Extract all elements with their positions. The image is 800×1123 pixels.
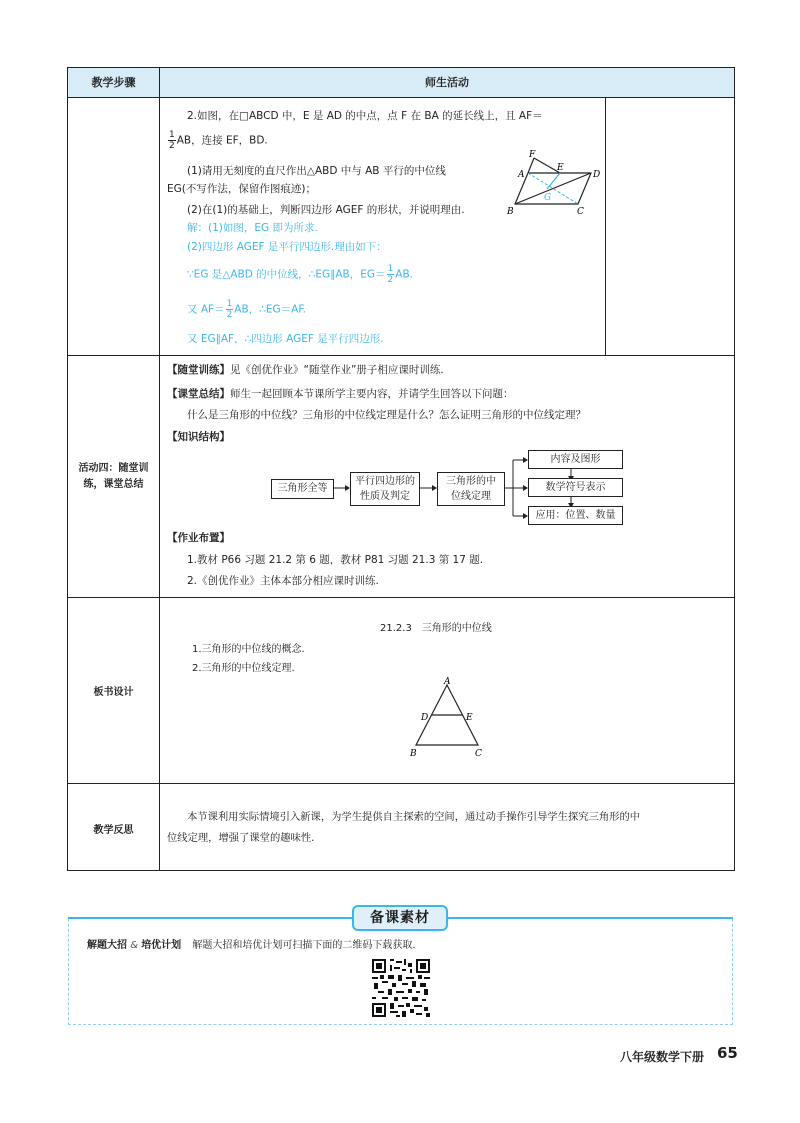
footer-label1: 解题大招 [87, 940, 127, 951]
knowledge-box-triangle-congruence: 三角形全等 [271, 479, 334, 499]
header-activities: 师生活动 [425, 76, 469, 89]
kbox2-line2: 性质及判定 [360, 491, 410, 502]
solution-3-tail: AB. [395, 268, 413, 281]
table-border-right [734, 67, 735, 871]
kbox3-line1: 三角形的中 [446, 476, 496, 487]
frac-numerator: 1 [387, 264, 394, 274]
frac-numerator: 1 [226, 299, 233, 309]
tri-label-d: D [421, 713, 429, 723]
label-b: B [507, 207, 514, 217]
homework-2: 2.《创优作业》主体本部分相应课时训练. [187, 575, 379, 587]
tri-label-c: C [475, 749, 482, 759]
frac-denominator: 2 [387, 275, 394, 285]
solution-1: 解：(1)如图，EG 即为所求. [187, 222, 318, 234]
table-row-divider [67, 355, 735, 356]
parallelogram-figure [505, 148, 605, 220]
header-teaching-steps: 教学步骤 [91, 76, 136, 89]
problem-line2-text: AB，连接 EF，BD. [176, 134, 268, 147]
table-row-divider [67, 597, 735, 598]
solution-3 [187, 264, 413, 285]
solution-4-text: 又 AF＝ [187, 303, 225, 316]
step-reflection: 教学反思 [93, 825, 134, 836]
label-d: D [593, 170, 601, 180]
train-line [167, 363, 444, 377]
footer-text: 解题大招和培优计划可扫描下面的二维码下载获取. [192, 940, 416, 951]
step-activity4-line1: 活动四：随堂训 [78, 463, 149, 474]
table-border-bottom [67, 870, 735, 871]
table-column-divider [159, 67, 160, 871]
footer-line [87, 939, 416, 953]
label-f: F [529, 150, 536, 160]
train-text: 见《创优作业》“随堂作业”册子相应课时训练. [230, 364, 444, 376]
frac-denominator: 2 [226, 310, 233, 320]
step-activity4-line2: 练，课堂总结 [83, 479, 144, 490]
summary-tag: 【课堂总结】 [167, 388, 230, 400]
problem-line2 [167, 130, 268, 151]
board-title: 21.2.3 三角形的中位线 [380, 623, 492, 634]
label-g: G [544, 193, 552, 203]
reflection-line1: 本节课利用实际情境引入新课，为学生提供自主探索的空间，通过动手操作引导学生探究三角形的中 [187, 811, 641, 823]
frac-denominator: 2 [169, 141, 175, 151]
page-number: 65 [717, 1044, 738, 1062]
table-row-divider [67, 783, 735, 784]
board-item1: 1.三角形的中位线的概念. [192, 644, 305, 655]
book-title: 八年级数学下册 [620, 1050, 705, 1064]
train-tag: 【随堂训练】 [167, 364, 230, 376]
label-a: A [518, 170, 525, 180]
reflection-line2: 位线定理，增强了课堂的趣味性. [167, 832, 315, 844]
problem-line1: 2.如图，在□ABCD 中，E 是 AD 的中点，点 F 在 BA 的延长线上，且 AF＝ [187, 110, 543, 122]
solution-3-text: ∵EG 是△ABD 的中位线，∴EG∥AB，EG＝ [187, 268, 386, 281]
board-item2: 2.三角形的中位线定理. [192, 663, 295, 674]
table-header-divider [67, 97, 735, 98]
kbox2-line1: 平行四边形的 [355, 476, 415, 487]
knowledge-box-application: 应用：位置、数量 [528, 506, 623, 525]
solution-5: 又 EG∥AF，∴四边形 AGEF 是平行四边形. [187, 333, 384, 345]
knowledge-box-midline-theorem [437, 472, 505, 506]
qr-code-icon[interactable] [372, 959, 430, 1017]
problem-cell-divider [605, 97, 606, 355]
question1-line-a: (1)请用无刻度的直尺作出△ABD 中与 AB 平行的中位线 [187, 165, 446, 177]
tri-label-e: E [466, 713, 473, 723]
footer-label2: 培优计划 [141, 940, 182, 951]
question1-line-b: EG(不写作法，保留作图痕迹)； [167, 183, 316, 195]
knowledge-box-parallelogram [350, 472, 420, 506]
solution-4-tail: AB，∴EG＝AF. [234, 303, 307, 316]
solution-2: (2)四边形 AGEF 是平行四边形.理由如下： [187, 241, 387, 253]
step-board-design: 板书设计 [93, 687, 134, 698]
triangle-figure [405, 673, 490, 761]
segment-af [528, 158, 534, 173]
footer-amp: & [130, 940, 138, 951]
solution-4 [187, 299, 306, 320]
label-e: E [557, 163, 564, 173]
tri-label-a: A [444, 677, 451, 687]
summary-text: 师生一起回顾本节课所学主要内容，并请学生回答以下问题： [230, 388, 514, 400]
homework-tag: 【作业布置】 [167, 532, 230, 544]
homework-1: 1.教材 P66 习题 21.2 第 6 题，教材 P81 习题 21.3 第 17 题. [187, 554, 484, 566]
frac-numerator: 1 [169, 130, 175, 140]
step-activity4 [68, 461, 159, 493]
knowledge-box-math-symbols: 数学符号表示 [528, 478, 623, 497]
label-c: C [577, 207, 584, 217]
knowledge-box-content-figure: 内容及图形 [528, 450, 623, 469]
knowledge-tag: 【知识结构】 [167, 431, 230, 443]
question2: (2)在(1)的基础上，判断四边形 AGEF 的形状，并说明理由. [187, 204, 465, 216]
summary-line [167, 387, 514, 401]
banner-title: 备课素材 [370, 910, 430, 926]
summary-question: 什么是三角形的中位线？三角形的中位线定理是什么？怎么证明三角形的中位线定理？ [187, 409, 586, 421]
kbox3-line2: 位线定理 [451, 491, 491, 502]
tri-label-b: B [410, 749, 417, 759]
